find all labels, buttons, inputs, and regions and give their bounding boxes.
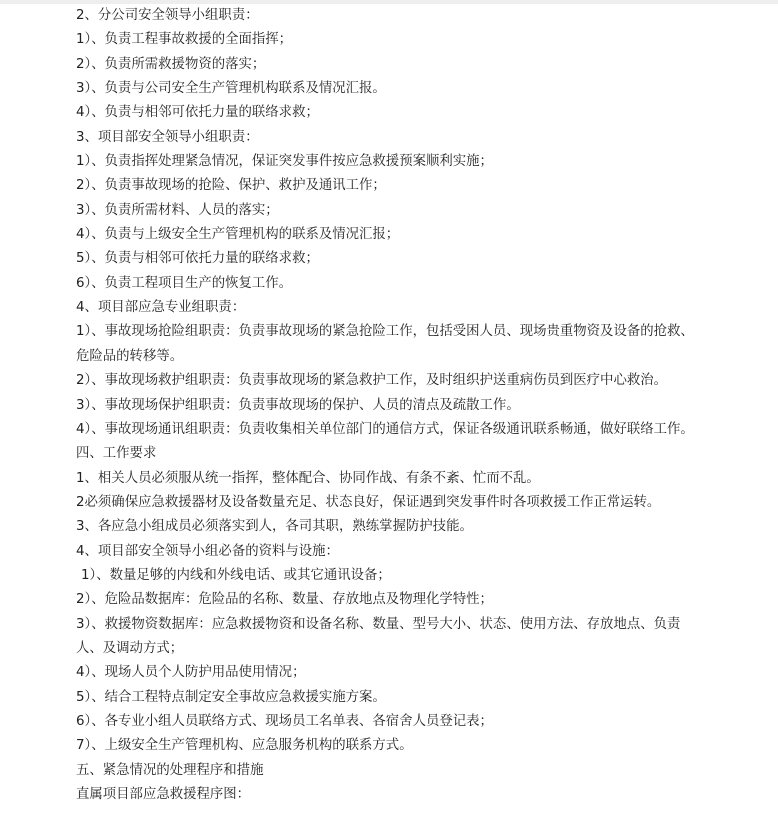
- list-item: 5）、负责与相邻可依托力量的联络求救；: [76, 251, 319, 267]
- list-item: 2）、负责所需救援物资的落实；: [76, 56, 266, 72]
- list-item: 1、相关人员必须服从统一指挥，整体配合、协同作战、有条不紊、忙而不乱。: [76, 470, 540, 486]
- section-heading: 3、项目部安全领导小组职责：: [76, 129, 259, 145]
- paragraph: 直属项目部应急救援程序图：: [76, 787, 251, 802]
- list-item-continued: 危险品的转移等。: [76, 348, 184, 364]
- section-heading: 4、项目部安全领导小组必备的资料与设施：: [76, 543, 339, 559]
- list-item: 2）、负责事故现场的抢险、保护、救护及通讯工作；: [76, 178, 386, 194]
- chapter-heading: 四、工作要求: [76, 446, 157, 462]
- list-item: 1）、负责指挥处理紧急情况，保证突发事件按应急救援预案顺利实施；: [76, 154, 493, 170]
- list-item: 3）、事故现场保护组职责：负责事故现场的保护、人员的清点及疏散工作。: [76, 397, 520, 413]
- section-heading: 4、项目部应急专业组职责：: [76, 300, 246, 316]
- list-item: 6）、负责工程项目生产的恢复工作。: [76, 275, 293, 291]
- section-heading: 2、分公司安全领导小组职责：: [76, 8, 259, 23]
- chapter-heading: 五、紧急情况的处理程序和措施: [76, 762, 264, 778]
- list-item: 1）、事故现场抢险组职责：负责事故现场的紧急抢险工作，包括受困人员、现场贵重物资及设备的抢救、: [76, 324, 694, 340]
- list-item: 2）、事故现场救护组职责：负责事故现场的紧急救护工作，及时组织护送重病伤员到医疗中心救治。: [76, 373, 668, 389]
- list-item: 1）、数量足够的内线和外线电话、或其它通讯设备；: [81, 567, 391, 583]
- list-item-continued: 人、及调动方式；: [76, 640, 184, 656]
- list-item: 6）、各专业小组人员联络方式、现场员工名单表、各宿舍人员登记表；: [76, 713, 493, 729]
- list-item: 7）、上级安全生产管理机构、应急服务机构的联系方式。: [76, 738, 413, 754]
- list-item: 2必须确保应急救援器材及设备数量充足、状态良好，保证遇到突发事件时各项救援工作正常运转。: [76, 494, 661, 510]
- list-item: 1）、负责工程事故救援的全面指挥；: [76, 32, 293, 48]
- list-item: 4）、现场人员个人防护用品使用情况；: [76, 665, 306, 681]
- document-body: [76, 4, 736, 807]
- list-item: 3、各应急小组成员必须落实到人，各司其职，熟练掌握防护技能。: [76, 519, 473, 535]
- list-item: 5）、结合工程特点制定安全事故应急救援实施方案。: [76, 689, 386, 705]
- list-item: 4）、负责与相邻可依托力量的联络求救；: [76, 105, 319, 121]
- list-item: 3）、负责与公司安全生产管理机构联系及情况汇报。: [76, 81, 386, 97]
- list-item: 4）、负责与上级安全生产管理机构的联系及情况汇报；: [76, 227, 400, 243]
- list-item: 4）、事故现场通讯组职责：负责收集相关单位部门的通信方式，保证各级通讯联系畅通，做好联络工作。: [76, 421, 694, 437]
- list-item: 3）、负责所需材料、人员的落实；: [76, 202, 279, 218]
- list-item: 3）、救援物资数据库：应急救援物资和设备名称、数量、型号大小、状态、使用方法、存放地点、负责: [76, 616, 681, 632]
- list-item: 2）、危险品数据库：危险品的名称、数量、存放地点及物理化学特性；: [76, 592, 493, 608]
